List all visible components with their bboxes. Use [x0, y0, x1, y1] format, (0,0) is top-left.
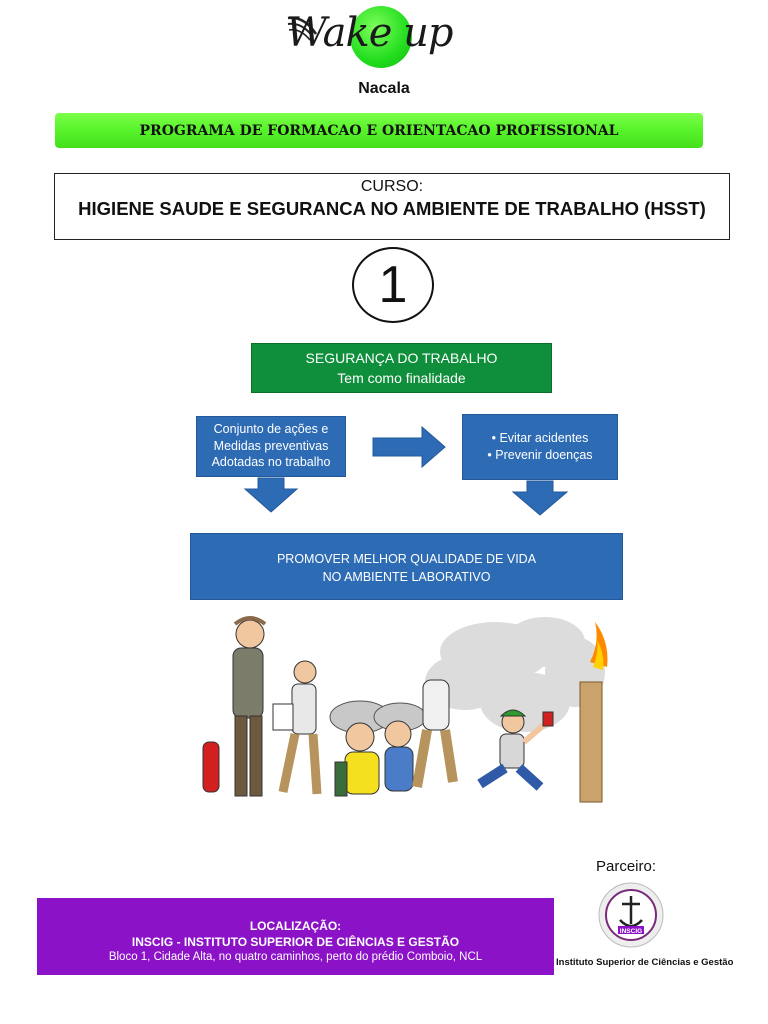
man-in-white — [417, 680, 453, 787]
partner-name: Instituto Superior de Ciências e Gestão — [556, 957, 734, 968]
alarm-button — [543, 712, 553, 726]
course-box — [54, 173, 730, 240]
logo-subtitle: Nacala — [358, 80, 410, 97]
logo-wordmark: Wake up — [286, 10, 453, 56]
location-box — [37, 898, 554, 975]
partner-seal-logo — [598, 882, 664, 948]
arrow-down-icon — [512, 480, 568, 516]
workers-group — [330, 701, 426, 796]
left-box-line: Medidas preventivas — [213, 438, 329, 453]
arrow-down-icon — [244, 477, 298, 513]
man-with-clipboard — [273, 661, 317, 794]
left-box-line: Adotadas no trabalho — [211, 455, 331, 469]
location-address: Bloco 1, Cidade Alta, no quatro caminhos, perto do prédio Comboio, NCL — [108, 951, 483, 963]
bottom-box-line: NO AMBIENTE LABORATIVO — [322, 570, 491, 584]
right-box-item: • Prevenir doenças — [487, 447, 593, 462]
course-title: HIGIENE SAUDE E SEGURANCA NO AMBIENTE DE TRABALHO (HSST) — [78, 198, 706, 219]
arrow-right-icon — [372, 426, 446, 468]
workplace-safety-illustration — [195, 612, 620, 810]
door — [580, 682, 602, 802]
program-banner: PROGRAMA DE FORMACAO E ORIENTACAO PROFISSIONAL — [55, 113, 703, 148]
wakeup-logo — [280, 4, 480, 76]
diagram-header-subtitle: Tem como finalidade — [337, 370, 466, 386]
course-label: CURSO: — [360, 178, 424, 195]
seal-text: INSCIG — [619, 928, 643, 935]
location-title: LOCALIZAÇÃO: — [249, 919, 342, 933]
right-box-item: • Evitar acidentes — [491, 431, 589, 445]
partner-label: Parceiro: — [596, 858, 657, 875]
location-institute: INSCIG - INSTITUTO SUPERIOR DE CIÊNCIAS E GESTÃO — [131, 935, 460, 949]
diagram-right-box — [462, 414, 618, 480]
diagram-header-box — [251, 343, 552, 393]
fire-extinguisher — [203, 742, 219, 792]
left-box-line: Conjunto de ações e — [213, 422, 329, 436]
diagram-bottom-box — [190, 533, 623, 600]
man-with-extinguisher — [203, 618, 265, 796]
diagram-header-title: SEGURANÇA DO TRABALHO — [305, 350, 498, 366]
bottom-box-line: PROMOVER MELHOR QUALIDADE DE VIDA — [276, 552, 537, 566]
module-number: 1 — [352, 247, 434, 323]
diagram-left-box — [196, 416, 346, 477]
